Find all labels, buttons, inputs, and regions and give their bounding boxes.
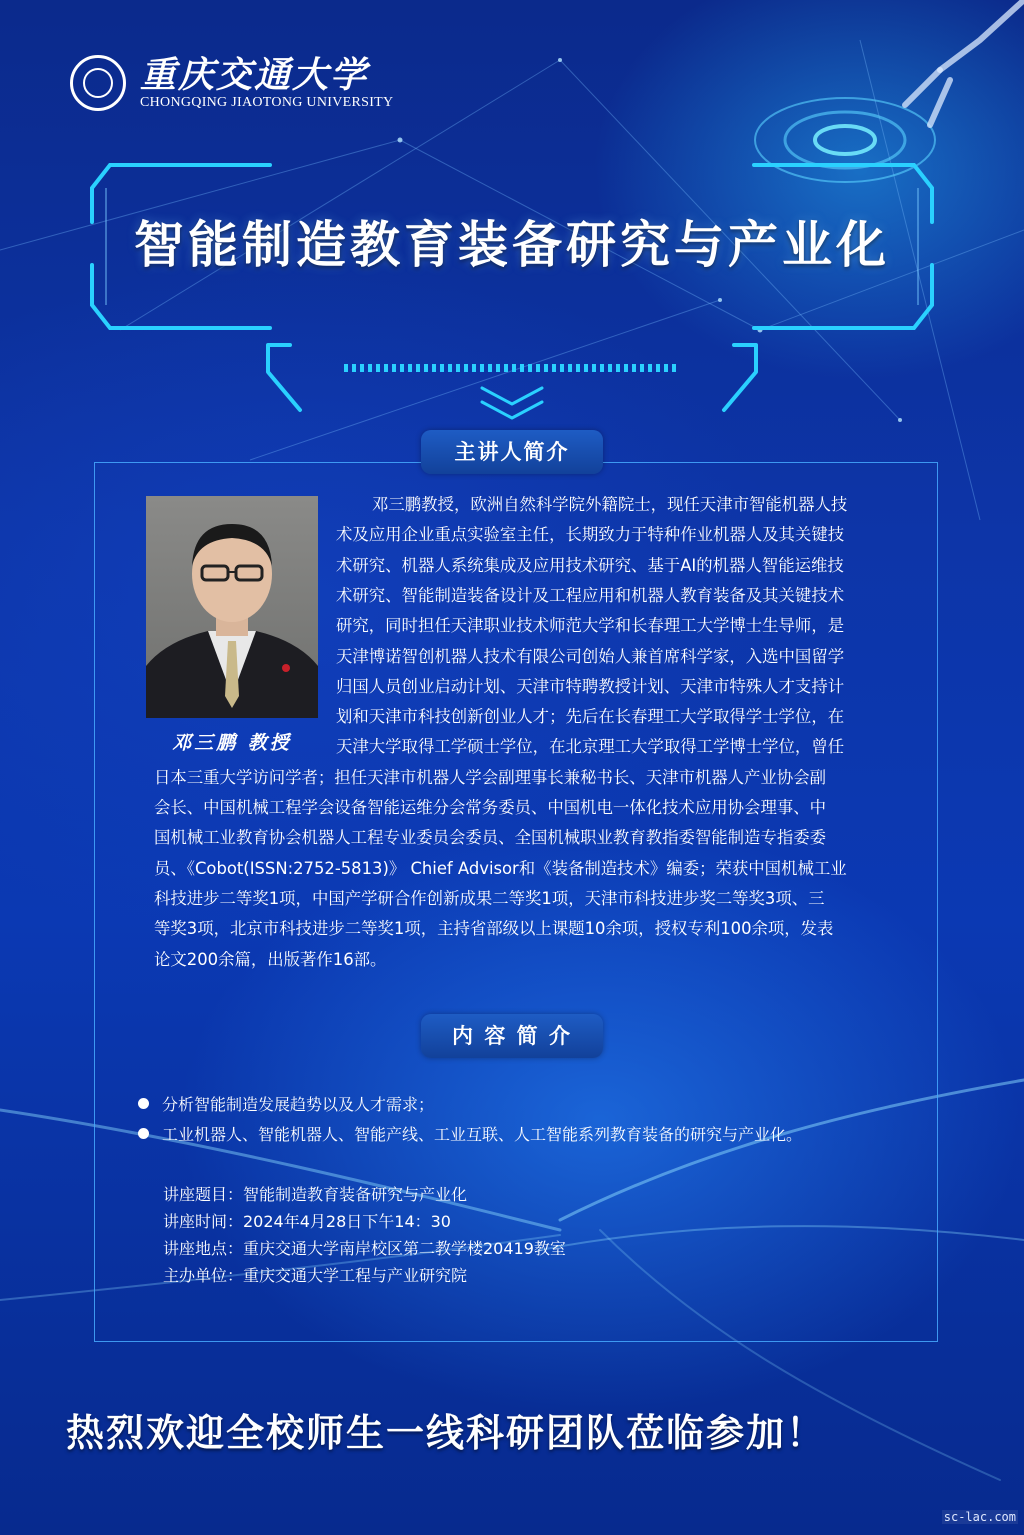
list-item: 分析智能制造发展趋势以及人才需求； (138, 1090, 802, 1120)
bio-line: 划和天津市科技创新创业人才；先后在长春理工大学取得学士学位，在 (336, 707, 845, 727)
bio-line: 天津大学取得工学硕士学位，在北京理工大学取得工学博士学位，曾任 (336, 737, 845, 757)
speaker-caption: 邓三鹏 教授 (172, 732, 292, 754)
content-section-heading: 内 容 简 介 (421, 1014, 603, 1058)
bio-line: 研究，同时担任天津职业技术师范大学和长春理工大学博士生导师，是 (336, 616, 845, 636)
lecture-location: 讲座地点：重庆交通大学南岸校区第二教学楼20419教室 (163, 1239, 566, 1258)
bio-line: 国机械工业教育协会机器人工程专业委员会委员、全国机械职业教育教指委智能制造专指委委 (154, 828, 827, 848)
bio-line: 论文200余篇，出版著作16部。 (154, 949, 387, 969)
bio-line: 术研究、智能制造装备设计及工程应用和机器人教育装备及其关键技术 (336, 585, 845, 605)
decorative-dash-bar (344, 364, 680, 372)
university-seal-icon (70, 55, 126, 111)
lecture-topic: 讲座题目：智能制造教育装备研究与产业化 (163, 1185, 468, 1204)
logo-english-name: CHONGQING JIAOTONG UNIVERSITY (140, 95, 394, 110)
bio-line: 归国人员创业启动计划、天津市特聘教授计划、天津市特殊人才支持计 (336, 676, 845, 696)
university-logo (70, 48, 393, 118)
list-item: 工业机器人、智能机器人、智能产线、工业互联、人工智能系列教育装备的研究与产业化。 (138, 1120, 802, 1150)
logo-chinese-name: 重庆交通大学 (140, 54, 369, 96)
bio-line: 天津博诺智创机器人技术有限公司创始人兼首席科学家，入选中国留学 (336, 646, 845, 666)
bio-line: 等奖3项，北京市科技进步二等奖1项，主持省部级以上课题10余项，授权专利100余项，发表 (154, 919, 834, 939)
bio-line: 科技进步二等奖1项，中国产学研合作创新成果二等奖1项，天津市科技进步奖二等奖3项、三 (154, 888, 825, 908)
bio-line: 邓三鹏教授，欧洲自然科学院外籍院士，现任天津市智能机器人技 (372, 495, 848, 514)
speaker-section-heading: 主讲人简介 (421, 430, 603, 474)
bio-line: 会长、中国机械工程学会设备智能运维分会常务委员、中国机电一体化技术应用协会理事、中 (154, 798, 827, 817)
lecture-info (163, 1181, 566, 1289)
lecture-organizer: 主办单位：重庆交通大学工程与产业研究院 (163, 1266, 468, 1285)
bio-line: 员、《Cobot(ISSN:2752-5813)》 Chief Advisor和《装备制造技术》编委；荣获中国机械工业 (154, 858, 847, 878)
content-bullet-list (138, 1090, 802, 1150)
page-title: 智能制造教育装备研究与产业化 (134, 216, 890, 274)
bullet-icon (138, 1128, 149, 1139)
speaker-bio (0, 490, 1024, 980)
bio-line: 术研究、机器人系统集成及应用技术研究、基于AI的机器人智能运维技 (336, 555, 844, 575)
bullet-icon (138, 1098, 149, 1109)
lecture-time: 讲座时间：2024年4月28日下午14：30 (163, 1212, 451, 1231)
welcome-banner: 热烈欢迎全校师生一线科研团队莅临参加！ (66, 1411, 827, 1455)
bio-line: 术及应用企业重点实验室主任，长期致力于特种作业机器人及其关键技 (336, 525, 845, 545)
watermark: sc-lac.com (943, 1510, 1016, 1524)
bio-line: 日本三重大学访问学者；担任天津市机器人学会副理事长兼秘书长、天津市机器人产业协会副 (154, 767, 827, 787)
